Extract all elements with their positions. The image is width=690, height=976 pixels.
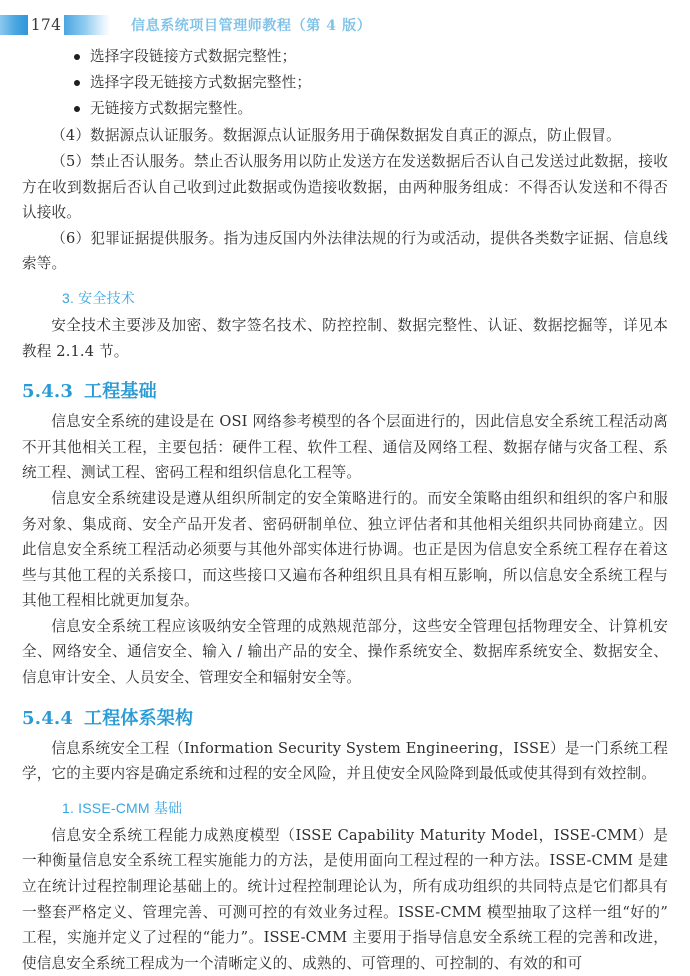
book-title: 信息系统项目管理师教程（第 4 版） <box>131 18 372 34</box>
paragraph-544-1: 信息系统安全工程（Information Security System Engineering，ISSE）是一门系统工程学，它的主要内容是确定系统和过程的安全风险，并且使安全风险降到最低或使其得到有效控制。 <box>22 739 668 783</box>
list-item-label: 选择字段无链接方式数据完整性； <box>90 73 312 91</box>
paragraph-item-4: （4）数据源点认证服务。数据源点认证服务用于确保数据发自真正的源点，防止假冒。 <box>51 127 621 145</box>
header-accent-bar-left <box>0 15 28 35</box>
section-number: 5.4.3 <box>22 381 74 403</box>
paragraph-543-2: 信息安全系统建设是遵从组织所制定的安全策略进行的。而安全策略由组织和组织的客户和服务对象、集成商、安全产品开发者、密码研制单位、独立评估者和其他相关组织共同协商建立。因此信息安全系统工程活动必须要与其他外部实体进行协调。也正是因为信息安全系统工程存在着这些与其他工程的关系接口，而这些接口又遍布各种组织且具有相互影响，所以信息安全系统工程与其他工程相比就更加复杂。 <box>22 489 668 610</box>
page-number: 174 <box>30 16 62 34</box>
paragraph-isse-cmm-1: 信息安全系统工程能力成熟度模型（ISSE Capability Maturity Model，ISSE-CMM）是一种衡量信息安全系统工程实施能力的方法，是使用面向工程过程的一种方法。ISSE-CMM 是建立在统计过程控制理论基础上的。统计过程控制理论认为，所有成功组织的共同特点是它们都具有一整套严格定义、管理完善、可测可控的有效业务过程。ISSE-CMM 模型抽取了这样一组“好的”工程，实施并定义了过程的“能力”。ISSE-CMM 主要用于指导信息安全系统工程的完善和改进，使信息安全系统工程成为一个清晰定义的、成熟的、可管理的、可控制的、有效的和可 <box>22 826 668 972</box>
paragraph-item-6: （6）犯罪证据提供服务。指为违反国内外法律法规的行为或活动，提供各类数字证据、信息线索等。 <box>22 229 668 273</box>
section-heading-5-4-4 <box>22 704 668 730</box>
header-accent-bar-right <box>64 15 110 35</box>
section-title: 工程体系架构 <box>84 707 194 729</box>
section-title: 工程基础 <box>84 381 157 403</box>
list-item <box>22 70 668 96</box>
section-heading-5-4-3 <box>22 377 668 403</box>
paragraph-item-5: （5）禁止否认服务。禁止否认服务用以防止发送方在发送数据后否认自己发送过此数据，接收方在收到数据后否认自己收到过此数据或伪造接收数据，由两种服务组成：不得否认发送和不得否认接收。 <box>22 152 668 222</box>
paragraph-security-technology: 安全技术主要涉及加密、数字签名技术、防控控制、数据完整性、认证、数据挖掘等，详见本教程 2.1.4 节。 <box>22 316 668 360</box>
list-item <box>22 44 668 70</box>
paragraph-543-3: 信息安全系统工程应该吸纳安全管理的成熟规范部分，这些安全管理包括物理安全、计算机安全、网络安全、通信安全、输入 / 输出产品的安全、操作系统安全、数据库系统安全、数据安全、信息审计安全、人员安全、管理安全和辐射安全等。 <box>22 617 668 687</box>
bullet-dot-icon <box>74 80 80 86</box>
bullet-dot-icon <box>74 54 80 60</box>
page-body <box>22 44 668 976</box>
running-header <box>0 13 690 37</box>
bullet-list <box>22 44 668 121</box>
section-number: 5.4.4 <box>22 707 74 729</box>
list-item-label: 选择字段链接方式数据完整性； <box>90 48 297 65</box>
paragraph-543-1: 信息安全系统的建设是在 OSI 网络参考模型的各个层面进行的，因此信息安全系统工程活动离不开其他相关工程，主要包括：硬件工程、软件工程、通信及网络工程、数据存储与灾备工程、系统工程、测试工程、密码工程和组织信息化工程等。 <box>22 413 668 482</box>
list-item <box>22 96 668 122</box>
sub-heading-isse-cmm: 1. ISSE-CMM 基础 <box>62 799 183 816</box>
bullet-dot-icon <box>74 106 80 112</box>
list-item-label: 无链接方式数据完整性。 <box>90 99 253 117</box>
sub-heading-security-technology: 3. 安全技术 <box>62 289 135 306</box>
